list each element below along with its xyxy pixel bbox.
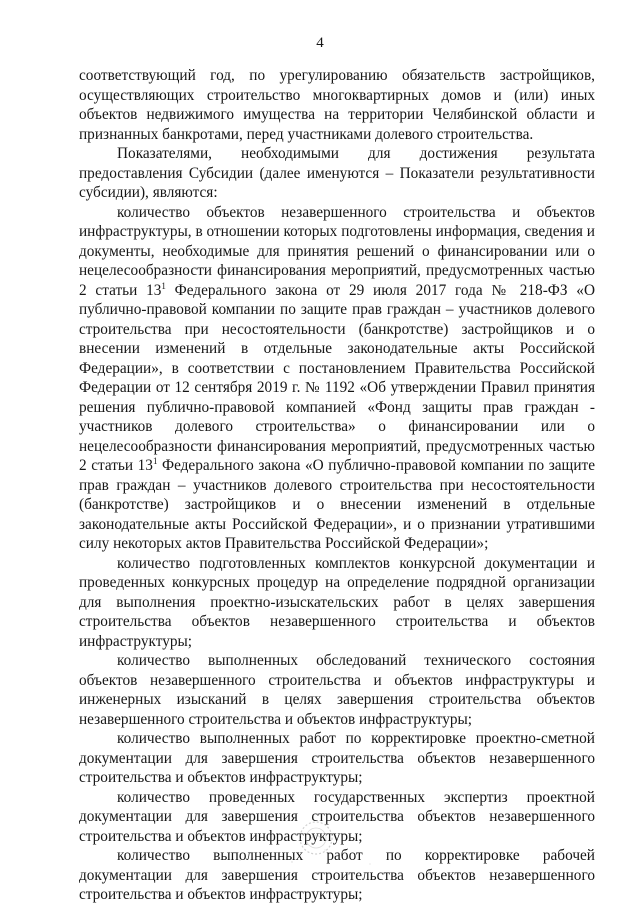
paragraph-5 — [79, 651, 595, 729]
paragraph-5-text: количество выполненных обследований технического состояния объектов незавершенного строительства и объектов инфраструктуры и инженерных изысканий в целях завершения строительства объектов незавершенного строительства и объектов инфраструктуры; — [79, 652, 595, 728]
paragraph-3-text-b: Федерального закона от 29 июля 2017 года № 218-ФЗ «О публично-правовой компании по защите прав граждан – участников долевого строительства при несостоятельности (банкротстве) застройщиков и о внесении изменений в отдельные законодательные акты Российской Федерации», в соответствии с постановлением Правительства Российской Федерации от 12 сентября 2019 г. № 1192 «Об утверждении Правил принятия решения публично-правовой компанией «Фонд защиты прав граждан - участников долевого строительства» о финансировании или о нецелесообразности финансирования мероприятий, предусмотренных частью 2 статьи 13 — [79, 281, 595, 474]
paragraph-6-text: количество выполненных работ по корректировке проектно-сметной документации для завершения строительства объектов незавершенного строительства и объектов инфраструктуры; — [79, 730, 595, 786]
paragraph-8-text: количество выполненных работ по корректировке рабочей документации для завершения строительства объектов незавершенного строительства и объектов инфраструктуры; — [79, 847, 595, 903]
footnote-marker: 1 — [161, 280, 166, 291]
footnote-marker: 1 — [152, 456, 158, 466]
paragraph-7 — [79, 788, 595, 847]
paragraph-6 — [79, 729, 595, 788]
paragraph-3-text-a: количество объектов незавершенного строительства и объектов инфраструктуры, в отношении которых подготовлены информация, сведения и документы, необходимые для принятия решений о финансировании или о нецелесообразности финансирования мероприятий, предусмотренных частью 2 статьи 13 — [79, 203, 595, 299]
paragraph-4 — [79, 554, 595, 652]
paragraph-3-text-c: Федерального закона «О публично-правовой компании по защите прав граждан – участников долевого строительства при несостоятельности (банкротстве) застройщиков и о внесении изменений в отдельные законодательные акты Российской Федерации», и о признании утратившими силу некоторых актов Правительства Российской Федерации»; — [79, 457, 595, 552]
page-number: 4 — [316, 35, 324, 51]
paragraph-3 — [79, 203, 595, 554]
paragraph-1-text: соответствующий год, по урегулированию обязательств застройщиков, осуществляющих строительство многоквартирных домов и (или) иных объектов недвижимого имущества на территории Челябинской области и признанных банкротами, перед участниками долевого строительства. — [79, 67, 595, 143]
paragraph-7-text: количество проведенных государственных экспертиз проектной документации для завершения строительства объектов незавершенного строительства и объектов инфраструктуры; — [79, 788, 595, 845]
paragraph-1 — [79, 66, 595, 144]
paragraph-4-text: количество подготовленных комплектов конкурсной документации и проведенных конкурсных процедур на определение подрядной организации для выполнения проектно-изыскательских работ в целях завершения строительства объектов незавершенного строительства и объектов инфраструктуры; — [79, 554, 595, 650]
document-body — [79, 66, 595, 905]
paragraph-2 — [79, 144, 595, 203]
scan-noise — [230, 840, 380, 870]
paragraph-2-text: Показателями, необходимыми для достижения результата предоставления Субсидии (далее именуются – Показатели результативности субсидии), являются: — [79, 145, 595, 201]
